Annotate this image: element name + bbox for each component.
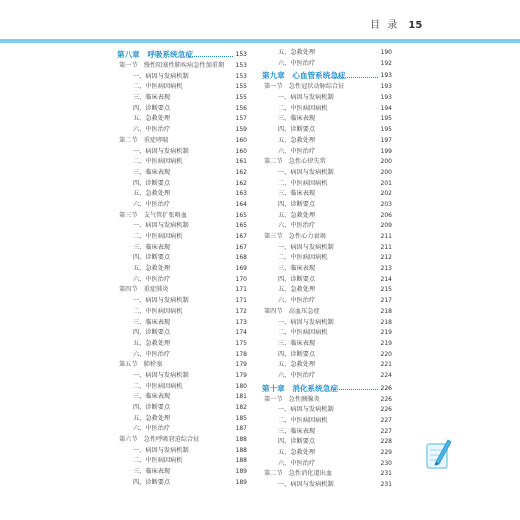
toc-item [262, 48, 392, 59]
toc-section [262, 469, 392, 480]
toc-item-label: 四、诊断要点 [278, 350, 316, 358]
toc-page-number: 190 [380, 49, 392, 56]
toc-page-number: 193 [380, 72, 392, 80]
toc-item-label: 五、急救处理 [133, 115, 171, 123]
toc-page-number: 171 [235, 297, 247, 305]
toc-page-number: 224 [380, 371, 392, 379]
toc-item-label: 一、病因与发病机制 [278, 406, 334, 414]
page-header [0, 0, 520, 39]
toc-page-number: 230 [380, 459, 392, 467]
toc-item [117, 253, 247, 264]
toc-page-number: 156 [235, 104, 247, 112]
toc-chapter-label: 第八章 呼吸系统急症 [117, 50, 193, 59]
toc-item [117, 125, 247, 136]
toc-item [117, 275, 247, 286]
toc-item [117, 264, 247, 275]
toc-leader-dots [189, 56, 233, 57]
toc-item [262, 125, 392, 136]
toc-item [262, 427, 392, 438]
toc-item [262, 189, 392, 200]
toc-item-label: 二、中医病因病机 [278, 104, 328, 112]
toc-item-label: 六、中医治疗 [278, 147, 316, 155]
toc-item-label: 四、诊断要点 [133, 104, 171, 112]
toc-item-label: 二、中医病因病机 [278, 254, 328, 262]
toc-item [117, 414, 247, 425]
toc-page-number: 219 [380, 329, 392, 337]
toc-item-label: 一、病因与发病机制 [278, 481, 334, 489]
toc-page-number: 169 [235, 265, 247, 273]
toc-item-label: 六、中医治疗 [278, 222, 316, 230]
toc-item [117, 371, 247, 382]
toc-item-label: 五、急救处理 [278, 361, 316, 369]
toc-page-number: 206 [380, 211, 392, 219]
toc-page-number: 211 [380, 243, 392, 251]
toc-item-label: 四、诊断要点 [278, 275, 316, 283]
toc-item [117, 446, 247, 457]
toc-item [117, 221, 247, 232]
toc-item-label: 三、临床表现 [133, 468, 171, 476]
toc-item-label: 五、急救处理 [278, 286, 316, 294]
toc-left-column [117, 48, 247, 489]
toc-item [262, 459, 392, 470]
toc-section [117, 136, 247, 147]
toc-item-label: 三、临床表现 [278, 265, 316, 273]
toc-item [117, 232, 247, 243]
toc-item [262, 318, 392, 329]
toc-item-label: 五、急救处理 [278, 49, 316, 56]
toc-section-label: 第二节 重症哮喘 [119, 136, 169, 144]
toc-page-number: 161 [235, 158, 247, 166]
toc-item [262, 211, 392, 222]
toc-page-number: 192 [380, 59, 392, 67]
toc-item [262, 253, 392, 264]
toc-item [262, 416, 392, 427]
toc-item-label: 六、中医治疗 [133, 350, 171, 358]
toc-page-number: 171 [235, 286, 247, 294]
toc-page-number: 194 [380, 104, 392, 112]
toc-item [117, 424, 247, 435]
toc-item-label: 四、诊断要点 [278, 126, 316, 134]
toc-page-number: 217 [380, 297, 392, 305]
toc-item-label: 四、诊断要点 [133, 254, 171, 262]
toc-section-label: 第一节 急性冠状动脉综合征 [264, 83, 345, 91]
toc-page-number: 168 [235, 254, 247, 262]
toc-item [262, 93, 392, 104]
toc-page-number: 159 [235, 126, 247, 134]
toc-page-number: 162 [235, 168, 247, 176]
toc-page-number: 173 [235, 318, 247, 326]
toc-page-number: 188 [235, 457, 247, 465]
toc-chapter [262, 69, 392, 82]
header-rule [0, 39, 520, 43]
toc-item-label: 一、病因与发病机制 [133, 371, 189, 379]
toc-chapter [262, 382, 392, 395]
toc-item-label: 六、中医治疗 [133, 275, 171, 283]
toc-item-label: 三、临床表现 [133, 94, 171, 102]
header-title-char-2: 录 [387, 20, 398, 31]
toc-page-number: 213 [380, 265, 392, 273]
toc-item-label: 二、中医病因病机 [278, 179, 328, 187]
toc-section [262, 395, 392, 406]
toc-page-number: 167 [235, 243, 247, 251]
toc-item-label: 四、诊断要点 [133, 478, 171, 486]
toc-item-label: 四、诊断要点 [278, 200, 316, 208]
toc-page-number: 185 [235, 414, 247, 422]
toc-item [262, 405, 392, 416]
toc-page-number: 201 [380, 179, 392, 187]
toc-page-number: 229 [380, 449, 392, 457]
toc-item-label: 六、中医治疗 [278, 59, 316, 67]
toc-item-label: 六、中医治疗 [133, 200, 171, 208]
toc-item [262, 350, 392, 361]
toc-item-label: 一、病因与发病机制 [278, 168, 334, 176]
toc-item [117, 403, 247, 414]
toc-page-number: 179 [235, 371, 247, 379]
toc-item-label: 一、病因与发病机制 [133, 72, 189, 80]
toc-item [262, 200, 392, 211]
toc-item [117, 392, 247, 403]
toc-section-label: 第四节 重症肺炎 [119, 286, 169, 294]
toc-page-number: 179 [235, 361, 247, 369]
toc-page-number: 155 [235, 83, 247, 91]
toc-page-number: 200 [380, 158, 392, 166]
toc-page-number: 165 [235, 211, 247, 219]
toc-item [117, 307, 247, 318]
toc-page-number: 153 [235, 72, 247, 80]
toc-section-label: 第一节 慢性阻塞性肺疾病急性加重期 [119, 62, 225, 69]
toc-item-label: 五、急救处理 [133, 414, 171, 422]
toc-item-label: 二、中医病因病机 [133, 457, 183, 465]
page-number: 15 [408, 20, 423, 31]
toc-item-label: 四、诊断要点 [133, 329, 171, 337]
toc-item-label: 六、中医治疗 [133, 126, 171, 134]
toc-item-label: 五、急救处理 [133, 190, 171, 198]
toc-page-number: 162 [235, 179, 247, 187]
toc-page-number: 157 [235, 115, 247, 123]
toc-page-number: 189 [235, 478, 247, 486]
toc-item [117, 467, 247, 478]
toc-page-number: 187 [235, 425, 247, 433]
header-title-char-1: 目 [370, 20, 380, 31]
toc-page-number: 153 [235, 51, 247, 58]
toc-page-number: 226 [380, 406, 392, 414]
toc-item-label: 一、病因与发病机制 [133, 297, 189, 305]
toc-section-label: 第三节 急性心力衰竭 [264, 233, 326, 240]
toc-item [262, 264, 392, 275]
toc-item [117, 350, 247, 361]
toc-item-label: 四、诊断要点 [133, 404, 171, 411]
toc-item [117, 189, 247, 200]
toc-page-number: 211 [380, 233, 392, 240]
toc-page-number: 180 [235, 382, 247, 390]
toc-section-label: 第二节 急性消化道出血 [264, 470, 333, 478]
toc-item [262, 59, 392, 70]
toc-section-label: 第五节 肺栓塞 [119, 361, 163, 369]
toc-item-label: 五、急救处理 [278, 211, 316, 219]
toc-item [262, 179, 392, 190]
toc-page-number: 218 [380, 307, 392, 315]
toc-item [117, 82, 247, 93]
toc-chapter [117, 48, 247, 61]
toc-item-label: 四、诊断要点 [133, 179, 171, 187]
toc-page-number: 164 [235, 200, 247, 208]
toc-item-label: 五、急救处理 [278, 449, 316, 457]
toc-section [262, 307, 392, 318]
toc-item-label: 一、病因与发病机制 [278, 94, 334, 102]
toc-page-number: 188 [235, 446, 247, 454]
toc-page-number: 153 [235, 62, 247, 69]
toc-page-number: 175 [235, 339, 247, 347]
toc-leader-dots [334, 77, 378, 78]
toc-page-number: 202 [380, 190, 392, 198]
toc-page-number: 193 [380, 94, 392, 102]
toc-item-label: 三、临床表现 [133, 393, 171, 401]
toc-item-label: 二、中医病因病机 [133, 158, 183, 166]
toc-chapter-label: 第十章 消化系统急症 [262, 383, 338, 393]
toc-item-label: 六、中医治疗 [278, 297, 316, 305]
toc-item [117, 93, 247, 104]
toc-item-label: 二、中医病因病机 [133, 307, 183, 315]
toc-item [117, 318, 247, 329]
toc-page-number: 219 [380, 339, 392, 347]
toc-leader-dots [334, 389, 378, 390]
toc-item-label: 五、急救处理 [133, 265, 171, 273]
running-header [370, 16, 426, 31]
toc-item [117, 104, 247, 115]
toc-item-label: 三、临床表现 [278, 190, 316, 198]
toc-item-label: 三、临床表现 [133, 243, 171, 251]
toc-page-number: 231 [380, 470, 392, 478]
toc-page-number: 160 [235, 136, 247, 144]
toc-page-number: 193 [380, 83, 392, 91]
toc-item [117, 179, 247, 190]
toc-section-label: 第二节 急性心律失常 [264, 158, 326, 166]
toc-page-number: 231 [380, 481, 392, 489]
toc-item-label: 一、病因与发病机制 [278, 243, 334, 251]
toc-page-number: 189 [235, 468, 247, 476]
toc-section [262, 157, 392, 168]
toc-page-number: 197 [380, 136, 392, 144]
toc-item [262, 296, 392, 307]
toc-item [262, 104, 392, 115]
toc-item-label: 一、病因与发病机制 [133, 446, 189, 454]
toc-page-number: 215 [380, 286, 392, 294]
toc-item [262, 285, 392, 296]
toc-section [117, 435, 247, 446]
toc-item [262, 243, 392, 254]
toc-page-number: 165 [235, 222, 247, 230]
toc-section [117, 360, 247, 371]
toc-item [262, 371, 392, 382]
toc-page-number: 155 [235, 94, 247, 102]
toc-item [117, 200, 247, 211]
toc-page-number: 220 [380, 350, 392, 358]
toc-item-label: 五、急救处理 [133, 339, 171, 347]
toc-section-label: 第三节 支气管扩张咯血 [119, 211, 188, 219]
toc-item [262, 480, 392, 491]
toc-page-number: 199 [380, 147, 392, 155]
toc-item [262, 360, 392, 371]
toc-page-number: 188 [235, 436, 247, 444]
toc-page-number: 221 [380, 361, 392, 369]
toc-item-label: 六、中医治疗 [278, 459, 316, 467]
toc-page-number: 228 [380, 438, 392, 446]
toc-item-label: 四、诊断要点 [278, 438, 316, 446]
toc-section-label: 第六节 急性呼吸窘迫综合征 [119, 436, 200, 444]
toc-item-label: 二、中医病因病机 [278, 329, 328, 337]
toc-item-label: 三、临床表现 [278, 339, 316, 347]
toc-section-label: 第一节 急性胰腺炎 [264, 395, 320, 403]
toc-item [262, 328, 392, 339]
toc-item-label: 三、临床表现 [278, 115, 316, 123]
toc-item-label: 一、病因与发病机制 [133, 147, 189, 155]
toc-item [117, 478, 247, 489]
toc-page-number: 167 [235, 233, 247, 240]
toc-item-label: 一、病因与发病机制 [133, 222, 189, 230]
toc-page-number: 214 [380, 275, 392, 283]
toc-item [117, 243, 247, 254]
toc-item [262, 114, 392, 125]
toc-item [262, 168, 392, 179]
toc-item-label: 二、中医病因病机 [133, 233, 183, 240]
toc-item [262, 437, 392, 448]
toc-page-number: 170 [235, 275, 247, 283]
toc-item [117, 296, 247, 307]
toc-chapter-label: 第九章 心血管系统急症 [262, 71, 346, 81]
toc-item-label: 六、中医治疗 [278, 371, 316, 379]
toc-item [117, 382, 247, 393]
toc-page-number: 178 [235, 350, 247, 358]
toc-page-number: 195 [380, 126, 392, 134]
toc-item [117, 328, 247, 339]
toc-item [262, 221, 392, 232]
toc-page-number: 226 [380, 395, 392, 403]
toc-item [117, 339, 247, 350]
toc-item [117, 168, 247, 179]
toc-item [117, 147, 247, 158]
pencil-icon [426, 436, 452, 470]
toc-item-label: 二、中医病因病机 [133, 83, 183, 91]
toc-item-label: 二、中医病因病机 [278, 417, 328, 424]
toc-section-label: 第四节 高血压急症 [264, 307, 320, 315]
toc-item-label: 一、病因与发病机制 [278, 318, 334, 326]
toc-section [117, 285, 247, 296]
toc-page-number: 182 [235, 404, 247, 411]
toc-section [117, 211, 247, 222]
toc-item-label: 二、中医病因病机 [133, 382, 183, 390]
toc-item [117, 114, 247, 125]
toc-section [117, 61, 247, 72]
toc-item-label: 三、临床表现 [133, 168, 171, 176]
toc-page-number: 212 [380, 254, 392, 262]
toc-item [262, 275, 392, 286]
toc-right-column [262, 48, 392, 491]
toc-page-number: 227 [380, 417, 392, 424]
toc-item [262, 339, 392, 350]
toc-item-label: 六、中医治疗 [133, 425, 171, 433]
toc-item [117, 157, 247, 168]
toc-item-label: 三、临床表现 [278, 427, 316, 435]
toc-item [117, 72, 247, 83]
toc-item [262, 147, 392, 158]
toc-item [117, 456, 247, 467]
toc-page-number: 227 [380, 427, 392, 435]
toc-page-number: 200 [380, 168, 392, 176]
toc-section [262, 82, 392, 93]
toc-item-label: 五、急救处理 [278, 136, 316, 144]
toc-page-number: 160 [235, 147, 247, 155]
toc-page-number: 172 [235, 307, 247, 315]
toc-item [262, 448, 392, 459]
toc-section [262, 232, 392, 243]
toc-item-label: 三、临床表现 [133, 318, 171, 326]
toc-page-number: 226 [380, 384, 392, 392]
toc-page-number: 195 [380, 115, 392, 123]
toc-page-number: 218 [380, 318, 392, 326]
toc-page-number: 209 [380, 222, 392, 230]
toc-item [262, 136, 392, 147]
toc-page-number: 203 [380, 200, 392, 208]
toc-page-number: 163 [235, 190, 247, 198]
toc-page-number: 181 [235, 393, 247, 401]
toc-page-number: 174 [235, 329, 247, 337]
